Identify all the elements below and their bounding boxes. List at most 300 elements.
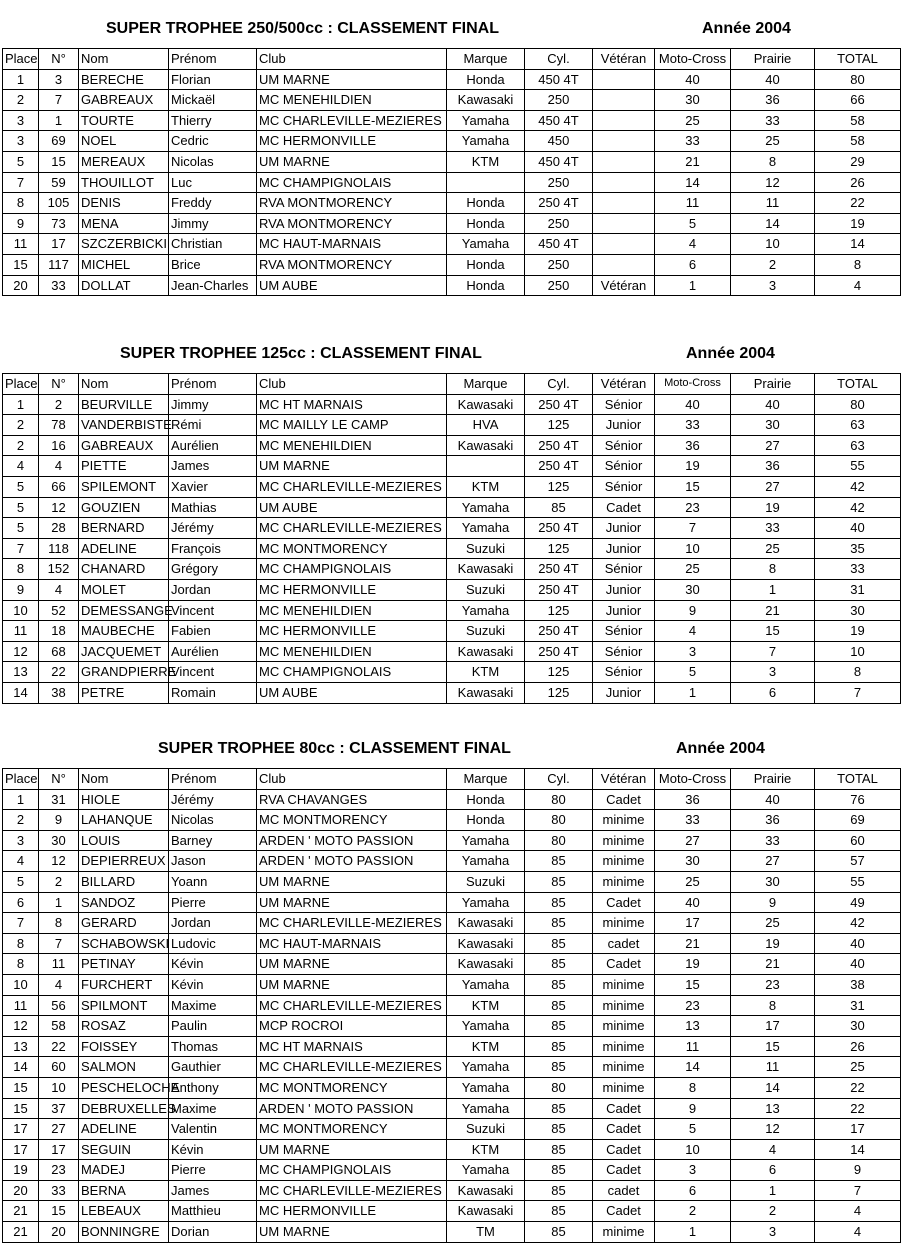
cell-cyl: 125	[525, 415, 593, 436]
cell-veteran: minime	[593, 974, 655, 995]
cell-club: MC CHARLEVILLE-MEZIERES	[257, 476, 447, 497]
cell-number: 56	[39, 995, 79, 1016]
cell-prenom: Jimmy	[169, 394, 257, 415]
cell-place: 5	[3, 871, 39, 892]
cell-moto-cross: 2	[655, 1201, 731, 1222]
cell-club: UM MARNE	[257, 151, 447, 172]
cell-nom: SCHABOWSKI	[79, 933, 169, 954]
cell-club: MC CHAMPIGNOLAIS	[257, 1160, 447, 1181]
cell-total: 76	[815, 789, 901, 810]
cell-marque: KTM	[447, 151, 525, 172]
cell-place: 5	[3, 151, 39, 172]
table-row	[3, 1016, 901, 1037]
cell-cyl: 450 4T	[525, 234, 593, 255]
cell-number: 17	[39, 234, 79, 255]
cell-prenom: Jean-Charles	[169, 275, 257, 296]
cell-nom: PETRE	[79, 682, 169, 703]
cell-moto-cross: 21	[655, 933, 731, 954]
col-header-marque: Marque	[447, 49, 525, 70]
cell-prairie: 27	[731, 476, 815, 497]
cell-number: 1	[39, 892, 79, 913]
cell-prairie: 23	[731, 974, 815, 995]
cell-place: 3	[3, 830, 39, 851]
cell-nom: VANDERBISTE	[79, 415, 169, 436]
cell-cyl: 450 4T	[525, 110, 593, 131]
cell-marque: Yamaha	[447, 131, 525, 152]
table-row	[3, 193, 901, 214]
spacer-cell	[3, 703, 39, 712]
cell-marque: KTM	[447, 1139, 525, 1160]
cell-nom: BEURVILLE	[79, 394, 169, 415]
spacer-cell	[257, 296, 447, 305]
cell-prairie: 9	[731, 892, 815, 913]
cell-prenom: Mathias	[169, 497, 257, 518]
cell-number: 22	[39, 662, 79, 683]
table-row	[3, 995, 901, 1016]
table-row	[3, 954, 901, 975]
cell-place: 3	[3, 131, 39, 152]
cell-number: 15	[39, 151, 79, 172]
cell-club: RVA MONTMORENCY	[257, 254, 447, 275]
cell-cyl: 250 4T	[525, 456, 593, 477]
cell-nom: ADELINE	[79, 1119, 169, 1140]
cell-prenom: Luc	[169, 172, 257, 193]
cell-total: 57	[815, 851, 901, 872]
cell-total: 38	[815, 974, 901, 995]
cell-place: 11	[3, 234, 39, 255]
table-row	[3, 1139, 901, 1160]
cell-nom: LAHANQUE	[79, 810, 169, 831]
cell-cyl: 250	[525, 213, 593, 234]
cell-place: 17	[3, 1139, 39, 1160]
cell-nom: DEPIERREUX	[79, 851, 169, 872]
cell-prenom: Pierre	[169, 1160, 257, 1181]
cell-moto-cross: 30	[655, 579, 731, 600]
cell-prenom: Maxime	[169, 1098, 257, 1119]
cell-prairie: 36	[731, 456, 815, 477]
cell-marque: Kawasaki	[447, 1201, 525, 1222]
cell-number: 33	[39, 1180, 79, 1201]
col-header-cyl: Cyl.	[525, 769, 593, 790]
cell-number: 28	[39, 518, 79, 539]
cell-veteran: Sénior	[593, 456, 655, 477]
cell-club: UM MARNE	[257, 456, 447, 477]
cell-place: 7	[3, 538, 39, 559]
cell-cyl: 85	[525, 933, 593, 954]
cell-place: 2	[3, 435, 39, 456]
cell-moto-cross: 6	[655, 1180, 731, 1201]
cell-number: 31	[39, 789, 79, 810]
cell-veteran: Cadet	[593, 497, 655, 518]
cell-cyl: 250	[525, 275, 593, 296]
cell-marque: Suzuki	[447, 1119, 525, 1140]
cell-marque: Yamaha	[447, 1016, 525, 1037]
cell-moto-cross: 36	[655, 435, 731, 456]
cell-nom: DENIS	[79, 193, 169, 214]
cell-marque: Kawasaki	[447, 90, 525, 111]
cell-nom: THOUILLOT	[79, 172, 169, 193]
cell-cyl: 250	[525, 172, 593, 193]
cell-prairie: 25	[731, 131, 815, 152]
cell-nom: BERECHE	[79, 69, 169, 90]
cell-nom: BONNINGRE	[79, 1222, 169, 1243]
cell-nom: NOEL	[79, 131, 169, 152]
cell-place: 8	[3, 933, 39, 954]
cell-club: UM MARNE	[257, 1222, 447, 1243]
cell-veteran: Sénior	[593, 559, 655, 580]
cell-moto-cross: 3	[655, 641, 731, 662]
table-row	[3, 275, 901, 296]
spacer-cell	[593, 703, 655, 712]
section-year: Année 2004	[676, 740, 765, 757]
cell-prenom: Kévin	[169, 974, 257, 995]
cell-marque: Yamaha	[447, 110, 525, 131]
cell-place: 4	[3, 851, 39, 872]
cell-veteran: Junior	[593, 682, 655, 703]
cell-moto-cross: 14	[655, 1057, 731, 1078]
table-row	[3, 435, 901, 456]
cell-marque: Kawasaki	[447, 1180, 525, 1201]
col-header-club: Club	[257, 769, 447, 790]
cell-number: 9	[39, 810, 79, 831]
cell-nom: SALMON	[79, 1057, 169, 1078]
cell-cyl: 450 4T	[525, 69, 593, 90]
col-header-prairie: Prairie	[731, 769, 815, 790]
cell-total: 58	[815, 131, 901, 152]
col-header-nom: Nom	[79, 49, 169, 70]
cell-number: 7	[39, 90, 79, 111]
cell-veteran: Junior	[593, 579, 655, 600]
cell-prairie: 27	[731, 851, 815, 872]
cell-number: 30	[39, 830, 79, 851]
col-header-total: TOTAL	[815, 374, 901, 395]
cell-moto-cross: 27	[655, 830, 731, 851]
cell-club: MC CHARLEVILLE-MEZIERES	[257, 995, 447, 1016]
cell-prenom: Pierre	[169, 892, 257, 913]
cell-moto-cross: 17	[655, 913, 731, 934]
cell-prenom: James	[169, 1180, 257, 1201]
table-row	[3, 415, 901, 436]
cell-number: 10	[39, 1077, 79, 1098]
ranking-table	[2, 768, 901, 1243]
table-row	[3, 1180, 901, 1201]
cell-cyl: 125	[525, 682, 593, 703]
cell-total: 30	[815, 600, 901, 621]
col-header-veteran: Vétéran	[593, 374, 655, 395]
cell-marque: TM	[447, 1222, 525, 1243]
cell-total: 19	[815, 213, 901, 234]
cell-place: 11	[3, 995, 39, 1016]
col-header-marque: Marque	[447, 769, 525, 790]
cell-moto-cross: 4	[655, 621, 731, 642]
cell-cyl: 125	[525, 476, 593, 497]
cell-marque: Yamaha	[447, 1057, 525, 1078]
table-row	[3, 1222, 901, 1243]
cell-prairie: 11	[731, 193, 815, 214]
cell-cyl: 85	[525, 1160, 593, 1181]
cell-prairie: 40	[731, 789, 815, 810]
header-row	[3, 49, 901, 70]
cell-moto-cross: 1	[655, 682, 731, 703]
cell-marque: Yamaha	[447, 518, 525, 539]
cell-club: MC MENEHILDIEN	[257, 600, 447, 621]
cell-nom: LOUIS	[79, 830, 169, 851]
cell-cyl: 85	[525, 1098, 593, 1119]
cell-nom: LEBEAUX	[79, 1201, 169, 1222]
cell-marque: Kawasaki	[447, 435, 525, 456]
cell-number: 69	[39, 131, 79, 152]
cell-prairie: 10	[731, 234, 815, 255]
cell-prairie: 12	[731, 1119, 815, 1140]
cell-marque: Kawasaki	[447, 682, 525, 703]
cell-veteran: Cadet	[593, 1098, 655, 1119]
cell-prenom: Cedric	[169, 131, 257, 152]
cell-cyl: 250 4T	[525, 641, 593, 662]
cell-place: 9	[3, 213, 39, 234]
cell-moto-cross: 5	[655, 662, 731, 683]
cell-prenom: Dorian	[169, 1222, 257, 1243]
cell-nom: GERARD	[79, 913, 169, 934]
cell-place: 1	[3, 394, 39, 415]
cell-prenom: Thomas	[169, 1036, 257, 1057]
cell-club: MC MENEHILDIEN	[257, 435, 447, 456]
cell-moto-cross: 30	[655, 851, 731, 872]
cell-moto-cross: 6	[655, 254, 731, 275]
cell-veteran	[593, 151, 655, 172]
cell-prenom: Jérémy	[169, 789, 257, 810]
spacer-cell	[3, 296, 39, 305]
cell-cyl: 250 4T	[525, 518, 593, 539]
section-250-500	[2, 8, 900, 304]
cell-prenom: Gauthier	[169, 1057, 257, 1078]
cell-club: MC HERMONVILLE	[257, 621, 447, 642]
cell-cyl: 85	[525, 871, 593, 892]
cell-prairie: 40	[731, 69, 815, 90]
cell-nom: SPILMONT	[79, 995, 169, 1016]
cell-cyl: 250 4T	[525, 394, 593, 415]
cell-club: MC CHARLEVILLE-MEZIERES	[257, 518, 447, 539]
col-header-prenom: Prénom	[169, 49, 257, 70]
cell-place: 20	[3, 1180, 39, 1201]
cell-prenom: Vincent	[169, 600, 257, 621]
cell-moto-cross: 15	[655, 476, 731, 497]
cell-prairie: 1	[731, 1180, 815, 1201]
cell-club: MC CHAMPIGNOLAIS	[257, 662, 447, 683]
cell-marque: Yamaha	[447, 974, 525, 995]
cell-moto-cross: 5	[655, 1119, 731, 1140]
cell-nom: DEMESSANGE	[79, 600, 169, 621]
col-header-club: Club	[257, 49, 447, 70]
cell-marque: Kawasaki	[447, 394, 525, 415]
cell-number: 68	[39, 641, 79, 662]
cell-prenom: Jérémy	[169, 518, 257, 539]
cell-place: 4	[3, 456, 39, 477]
col-header-total: TOTAL	[815, 49, 901, 70]
cell-marque: Honda	[447, 193, 525, 214]
cell-total: 63	[815, 415, 901, 436]
cell-veteran	[593, 90, 655, 111]
table-row	[3, 90, 901, 111]
cell-nom: HIOLE	[79, 789, 169, 810]
cell-nom: PESCHELOCHE	[79, 1077, 169, 1098]
cell-number: 27	[39, 1119, 79, 1140]
cell-cyl: 85	[525, 1201, 593, 1222]
cell-veteran: Junior	[593, 600, 655, 621]
cell-number: 7	[39, 933, 79, 954]
cell-place: 12	[3, 641, 39, 662]
cell-prairie: 21	[731, 600, 815, 621]
cell-place: 2	[3, 810, 39, 831]
cell-prairie: 3	[731, 275, 815, 296]
cell-number: 18	[39, 621, 79, 642]
cell-prairie: 2	[731, 254, 815, 275]
cell-place: 19	[3, 1160, 39, 1181]
spacer-cell	[39, 296, 79, 305]
cell-place: 13	[3, 1036, 39, 1057]
cell-cyl: 80	[525, 1077, 593, 1098]
cell-club: MC CHARLEVILLE-MEZIERES	[257, 1057, 447, 1078]
cell-cyl: 250 4T	[525, 193, 593, 214]
cell-veteran: minime	[593, 1016, 655, 1037]
table-spacer-row	[3, 296, 901, 305]
cell-prenom: Xavier	[169, 476, 257, 497]
cell-prenom: Fabien	[169, 621, 257, 642]
cell-club: UM AUBE	[257, 497, 447, 518]
cell-prairie: 19	[731, 933, 815, 954]
table-row	[3, 1160, 901, 1181]
section-title: SUPER TROPHEE 125cc : CLASSEMENT FINAL	[120, 345, 482, 362]
cell-marque: Honda	[447, 254, 525, 275]
cell-moto-cross: 19	[655, 954, 731, 975]
cell-marque: Suzuki	[447, 538, 525, 559]
cell-prairie: 33	[731, 110, 815, 131]
cell-moto-cross: 15	[655, 974, 731, 995]
cell-total: 19	[815, 621, 901, 642]
col-header-club: Club	[257, 374, 447, 395]
cell-prenom: Aurélien	[169, 435, 257, 456]
cell-number: 152	[39, 559, 79, 580]
cell-total: 14	[815, 234, 901, 255]
cell-total: 33	[815, 559, 901, 580]
cell-total: 30	[815, 1016, 901, 1037]
col-header-moto-cross: Moto-Cross	[655, 49, 731, 70]
cell-total: 40	[815, 933, 901, 954]
table-row	[3, 641, 901, 662]
cell-place: 21	[3, 1201, 39, 1222]
cell-prairie: 3	[731, 662, 815, 683]
cell-cyl: 250 4T	[525, 559, 593, 580]
cell-nom: GRANDPIERRE	[79, 662, 169, 683]
cell-moto-cross: 36	[655, 789, 731, 810]
col-header-nom: Nom	[79, 374, 169, 395]
spacer-cell	[655, 703, 731, 712]
table-row	[3, 974, 901, 995]
table-row	[3, 172, 901, 193]
spacer-cell	[731, 703, 815, 712]
cell-nom: CHANARD	[79, 559, 169, 580]
cell-place: 8	[3, 954, 39, 975]
cell-place: 6	[3, 892, 39, 913]
cell-veteran: minime	[593, 1057, 655, 1078]
cell-club: MC MENEHILDIEN	[257, 90, 447, 111]
col-header-moto-cross: Moto-Cross	[655, 374, 731, 395]
cell-marque: Yamaha	[447, 1160, 525, 1181]
cell-number: 4	[39, 579, 79, 600]
cell-prenom: Kévin	[169, 1139, 257, 1160]
cell-number: 60	[39, 1057, 79, 1078]
cell-veteran: Sénior	[593, 435, 655, 456]
cell-place: 5	[3, 497, 39, 518]
cell-club: RVA MONTMORENCY	[257, 213, 447, 234]
section-year: Année 2004	[702, 20, 791, 37]
cell-total: 35	[815, 538, 901, 559]
col-header-prenom: Prénom	[169, 374, 257, 395]
table-row	[3, 518, 901, 539]
cell-number: 20	[39, 1222, 79, 1243]
cell-cyl: 85	[525, 497, 593, 518]
spacer-cell	[525, 703, 593, 712]
cell-prenom: Freddy	[169, 193, 257, 214]
col-header-number: N°	[39, 769, 79, 790]
spacer-cell	[447, 703, 525, 712]
spacer-cell	[79, 703, 169, 712]
cell-prairie: 14	[731, 213, 815, 234]
cell-nom: TOURTE	[79, 110, 169, 131]
cell-place: 1	[3, 789, 39, 810]
cell-number: 73	[39, 213, 79, 234]
cell-prenom: Aurélien	[169, 641, 257, 662]
cell-veteran: minime	[593, 810, 655, 831]
cell-moto-cross: 9	[655, 600, 731, 621]
cell-marque: Yamaha	[447, 851, 525, 872]
col-header-place: Place	[3, 769, 39, 790]
cell-nom: ADELINE	[79, 538, 169, 559]
cell-place: 10	[3, 600, 39, 621]
cell-cyl: 125	[525, 662, 593, 683]
cell-club: MC MAILLY LE CAMP	[257, 415, 447, 436]
cell-moto-cross: 19	[655, 456, 731, 477]
cell-club: MC MONTMORENCY	[257, 1119, 447, 1140]
cell-moto-cross: 25	[655, 110, 731, 131]
spacer-cell	[655, 296, 731, 305]
spacer-cell	[593, 296, 655, 305]
section-title-row	[2, 333, 900, 373]
cell-number: 59	[39, 172, 79, 193]
cell-cyl: 250	[525, 254, 593, 275]
cell-moto-cross: 13	[655, 1016, 731, 1037]
cell-marque: KTM	[447, 662, 525, 683]
cell-total: 7	[815, 682, 901, 703]
cell-prairie: 1	[731, 579, 815, 600]
table-row	[3, 69, 901, 90]
cell-moto-cross: 5	[655, 213, 731, 234]
cell-nom: MENA	[79, 213, 169, 234]
cell-cyl: 85	[525, 974, 593, 995]
cell-total: 31	[815, 995, 901, 1016]
cell-prenom: Grégory	[169, 559, 257, 580]
cell-prenom: Maxime	[169, 995, 257, 1016]
cell-prenom: François	[169, 538, 257, 559]
cell-prairie: 17	[731, 1016, 815, 1037]
cell-total: 17	[815, 1119, 901, 1140]
cell-moto-cross: 1	[655, 1222, 731, 1243]
cell-nom: DEBRUXELLES	[79, 1098, 169, 1119]
table-row	[3, 913, 901, 934]
cell-cyl: 85	[525, 995, 593, 1016]
cell-prenom: Jimmy	[169, 213, 257, 234]
cell-prenom: Yoann	[169, 871, 257, 892]
cell-total: 8	[815, 662, 901, 683]
